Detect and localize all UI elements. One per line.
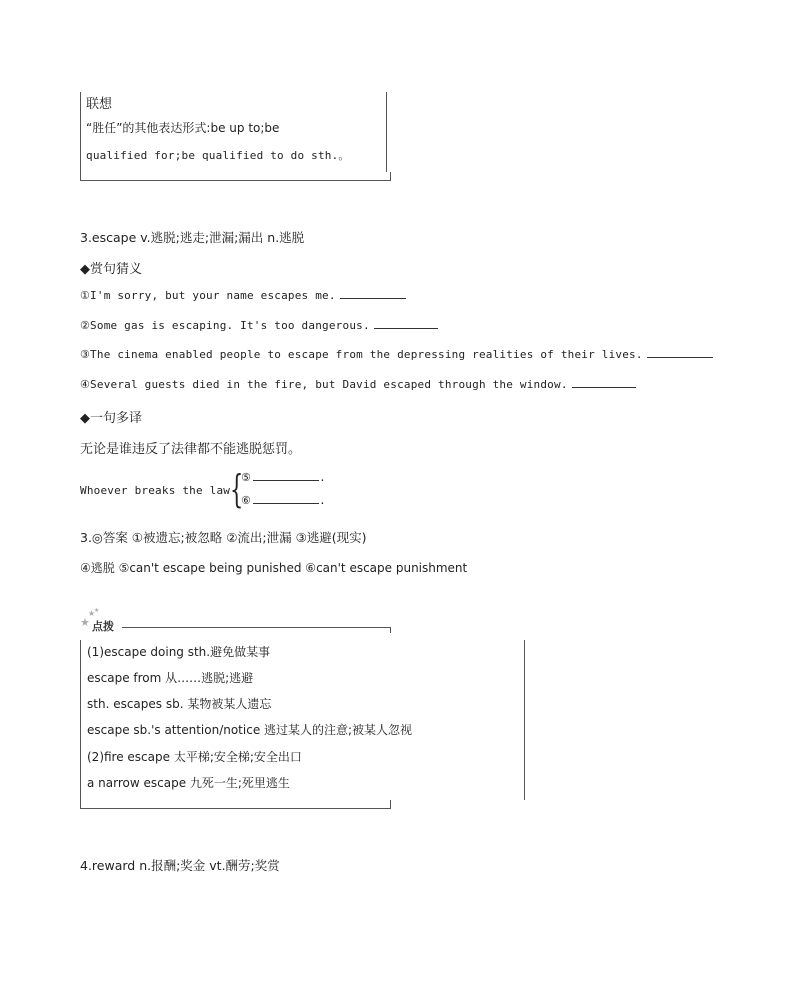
section-translate-title: ◆一句多译 [80, 411, 142, 426]
translate-english: Whoever breaks the law [80, 484, 231, 497]
tip-label: 点拨 [92, 620, 114, 633]
translate-brace: { [230, 467, 244, 511]
option-5-marker: ⑤ [241, 471, 252, 484]
sentence-1 [80, 289, 406, 302]
option-5-period: . [319, 471, 326, 484]
tip-top-corner [390, 627, 391, 633]
star-icon-small: ★ [88, 609, 96, 618]
sentence-4-text: ④Several guests died in the fire, but David escaped through the window. [80, 378, 568, 391]
heading-3-escape: 3.escape v.逃脱;逃走;泄漏;漏出 n.逃脱 [80, 230, 305, 245]
translate-option-5 [241, 471, 326, 484]
answer-blank-6[interactable] [253, 502, 319, 504]
tip-item-1: (1)escape doing sth.避免做某事 [87, 645, 271, 659]
heading-4-reward: 4.reward n.报酬;奖金 vt.酬劳;奖赏 [80, 858, 280, 873]
sentence-2-text: ②Some gas is escaping. It's too dangerous. [80, 319, 370, 332]
answer-blank-2[interactable] [374, 327, 438, 329]
sentence-3 [80, 348, 713, 361]
sentence-2 [80, 319, 438, 332]
tip-top-border [122, 627, 390, 628]
sentence-3-text: ③The cinema enabled people to escape from the depressing realities of their lives. [80, 348, 643, 361]
answer-line-2: ④逃脱 ⑤can't escape being punished ⑥can't escape punishment [80, 561, 468, 575]
option-6-period: . [319, 494, 326, 507]
tip-item-5: (2)fire escape 太平梯;安全梯;安全出口 [87, 750, 302, 764]
box1-bottom-border [80, 180, 390, 181]
tip-item-3: sth. escapes sb. 某物被某人遗忘 [87, 697, 272, 711]
box1-line1: “胜任”的其他表达形式:be up to;be [86, 121, 280, 135]
box1-corner [390, 172, 391, 181]
translate-chinese: 无论是谁违反了法律都不能逃脱惩罚。 [80, 442, 302, 457]
star-icon-small-2: ★ [94, 607, 100, 614]
tip-right-border [524, 640, 525, 800]
translate-option-6 [241, 494, 326, 507]
tip-bottom-corner [390, 800, 391, 809]
tip-item-4: escape sb.'s attention/notice 逃过某人的注意;被某人忽视 [87, 723, 413, 737]
star-icon: ★ [80, 616, 90, 629]
box1-line2: qualified for;be qualified to do sth.。 [86, 149, 350, 162]
tip-item-2: escape from 从……逃脱;逃避 [87, 671, 254, 685]
tip-item-6: a narrow escape 九死一生;死里逃生 [87, 776, 290, 790]
answer-blank-4[interactable] [572, 386, 636, 388]
answer-blank-1[interactable] [340, 297, 406, 299]
answer-blank-5[interactable] [253, 479, 319, 481]
section-appreciate-title: ◆赏句猜义 [80, 262, 142, 277]
answer-line-1: 3.◎答案 ①被遗忘;被忽略 ②流出;泄漏 ③逃避(现实) [80, 530, 367, 545]
box1-left-border [80, 92, 81, 180]
sentence-1-text: ①I'm sorry, but your name escapes me. [80, 289, 336, 302]
tip-left-border [80, 640, 81, 808]
tip-bottom-border [80, 808, 390, 809]
answer-blank-3[interactable] [647, 356, 713, 358]
box1-title: 联想 [86, 97, 113, 112]
box1-right-border [386, 92, 387, 172]
sentence-4 [80, 378, 636, 391]
option-6-marker: ⑥ [241, 494, 252, 507]
